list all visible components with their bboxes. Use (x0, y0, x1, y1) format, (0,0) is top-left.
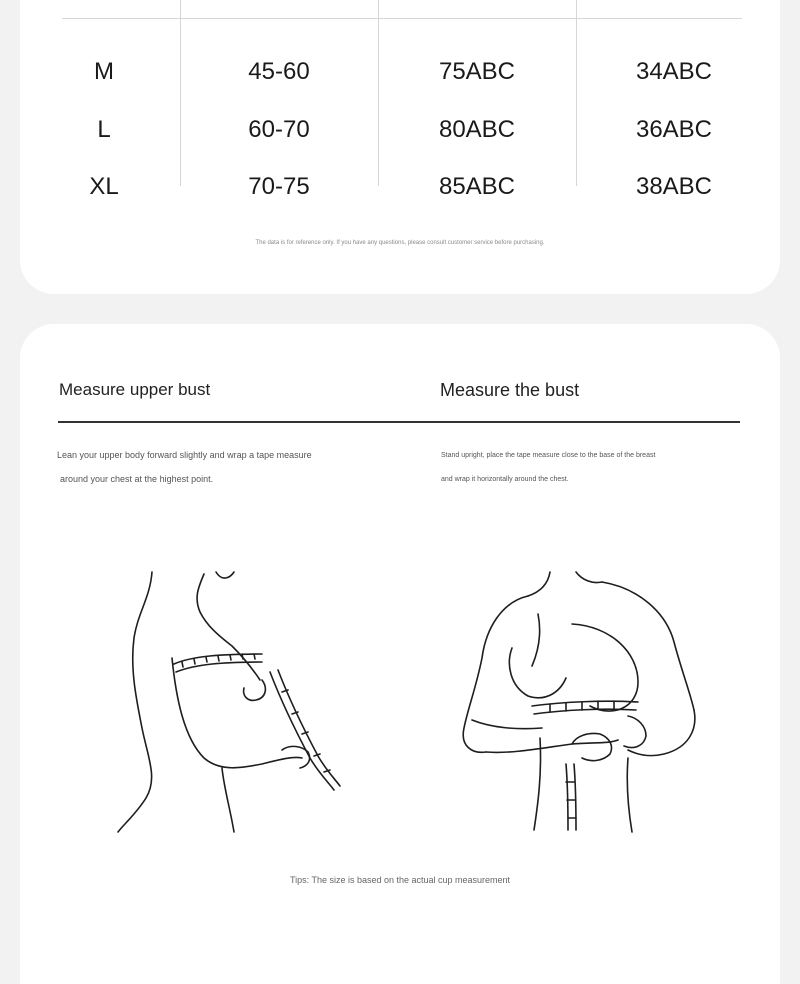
column-divider (180, 0, 181, 186)
cup-size-cell: 85ABC (438, 173, 516, 200)
range-cell: 60-70 (248, 116, 310, 143)
tape-measure-hanging (574, 764, 576, 830)
size-table (62, 18, 742, 218)
arm-left (486, 740, 618, 752)
section-divider (58, 421, 740, 423)
instruction-line: Stand upright, place the tape measure close to the base of the breast (441, 452, 656, 459)
bust-measurement-illustration (442, 568, 702, 838)
cup-size-cell: 38ABC (635, 173, 713, 200)
upper-bust-measurement-illustration (112, 568, 352, 838)
measurement-guide-card (20, 324, 780, 984)
instruction-line: and wrap it horizontally around the chest. (441, 476, 569, 483)
size-cell: L (97, 116, 111, 143)
arm-line (172, 658, 302, 768)
column-divider (576, 0, 577, 186)
arm-left-lower (472, 720, 542, 729)
back-outline (118, 572, 152, 832)
range-cell: 45-60 (248, 58, 310, 85)
instruction-line: around your chest at the highest point. (60, 474, 214, 484)
tape-measure-hanging (278, 670, 340, 786)
upper-bust-title: Measure upper bust (59, 380, 211, 399)
neck-left (528, 572, 550, 596)
bust-instructions (441, 444, 761, 492)
neck-right (576, 572, 602, 583)
arm-right (628, 710, 695, 756)
cup-size-cell: 34ABC (635, 58, 713, 85)
hand-right (624, 716, 646, 748)
column-divider (378, 0, 379, 186)
waist-left (534, 738, 541, 830)
hand-left (572, 733, 612, 760)
chin-line (216, 572, 234, 578)
range-cell: 70-75 (248, 173, 310, 200)
size-table-card (20, 0, 780, 294)
cup-size-cell: 36ABC (635, 116, 713, 143)
tape-measure-loop (176, 662, 262, 672)
instruction-line: Lean your upper body forward slightly and wrap a tape measure (57, 450, 312, 460)
waist-line (222, 768, 234, 832)
sizing-tip: Tips: The size is based on the actual cup measurement (289, 875, 511, 885)
inner-arm (532, 614, 540, 666)
table-row (62, 52, 742, 92)
cup-size-cell: 75ABC (438, 58, 516, 85)
size-cell: M (94, 58, 114, 85)
waist-right (627, 758, 632, 832)
tape-measure-band (532, 701, 638, 706)
breast-left (509, 648, 566, 698)
bust-title: Measure the bust (440, 380, 580, 400)
table-row (62, 110, 742, 150)
size-cell: XL (89, 173, 119, 200)
breast-right (572, 624, 638, 711)
upper-bust-instructions (57, 443, 387, 491)
table-header-rule (62, 18, 742, 19)
breast-line (244, 680, 266, 700)
shoulder-right (602, 582, 694, 710)
tape-measure-hanging (566, 764, 568, 830)
reference-note: The data is for reference only. If you have any questions, please consult customer service before purchasing. (255, 240, 545, 246)
table-row (62, 167, 742, 207)
cup-size-cell: 80ABC (438, 116, 516, 143)
